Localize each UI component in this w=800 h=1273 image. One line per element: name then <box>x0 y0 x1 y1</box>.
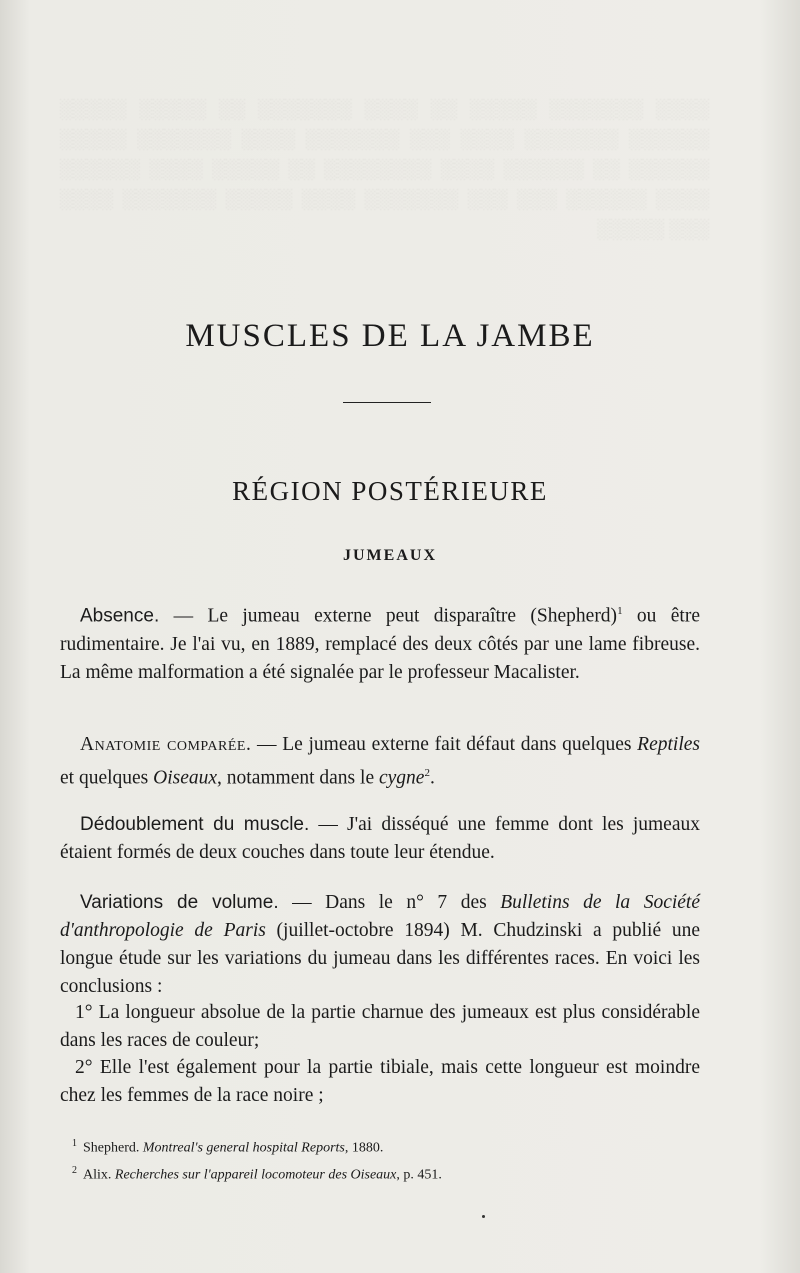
footnote-1 <box>72 1133 712 1160</box>
paragraph-text: — Le jumeau externe peut disparaître (Shepherd) <box>159 605 618 627</box>
conclusion-point-2: 2° Elle l'est également pour la partie tibiale, mais cette longueur est moindre chez les femmes de la race noire ; <box>60 1057 700 1106</box>
footnote-number: 1 <box>72 1138 77 1149</box>
footnotes <box>72 1133 712 1186</box>
footnote-ref[interactable]: 2 <box>424 767 430 779</box>
conclusion-point-1: 1° La longueur absolue de la partie charnue des jumeaux est plus considérable dans les races de couleur; <box>60 1002 700 1051</box>
paragraph-text: ou être rudimentaire. Je l'ai vu, en 1889, remplacé des deux côtés par une lame fibreuse. La même malformation a été signalée par le professeur Macalister. <box>60 605 700 683</box>
italic-title: Bulletins de la Société d'anthropologie de Paris <box>60 892 700 941</box>
paragraph-text: — Dans le n° 7 des <box>278 892 501 913</box>
paragraph-anatomie <box>60 731 700 793</box>
paragraph-text: et quelques <box>60 767 154 789</box>
paragraph-text: (juillet-octobre 1894) M. Chudzinski a publié une longue étude sur les variations du jumeau dans les différentes races. En voici les conclusions : <box>60 920 701 997</box>
footnote-title: Recherches sur l'appareil locomoteur des Oiseaux <box>114 1167 397 1183</box>
paragraph-lead: Absence. <box>80 605 160 627</box>
paragraph-text: . <box>429 767 435 789</box>
paragraph-lead: Anatomie comparée. <box>80 734 252 755</box>
paragraph-dedoublement <box>60 811 700 867</box>
chapter-title: MUSCLES DE LA JAMBE <box>185 318 595 354</box>
subsection-title: JUMEAUX <box>343 547 437 564</box>
footnote-author: Alix. <box>83 1167 115 1183</box>
footnote-2 <box>72 1160 712 1187</box>
italic-term: cygne <box>378 767 425 789</box>
footnote-author: Shepherd. <box>83 1140 143 1156</box>
italic-term: Reptiles <box>637 734 700 755</box>
paragraph-text: , notamment dans le <box>217 767 379 789</box>
title-divider <box>343 402 431 403</box>
paragraph-text: — Le jumeau externe fait défaut dans quelques <box>251 734 638 755</box>
italic-term: Oiseaux <box>153 767 218 789</box>
paragraph-absence <box>60 597 700 687</box>
paragraph-text: — J'ai disséqué une femme dont les jumeaux étaient formés de deux couches dans toute leur étendue. <box>60 814 700 863</box>
paragraph-variations <box>60 889 700 1001</box>
paragraph-lead: Dédoublement du muscle. <box>80 814 310 835</box>
footnote-rest: , 1880. <box>344 1140 384 1156</box>
footnote-number: 2 <box>72 1164 77 1176</box>
footnote-title: Montreal's general hospital Reports <box>142 1140 345 1156</box>
show-through-text: ░░░░ ░░░░░░░ ░░░░░ ░░ ░░░░ ░░░░░░░ ░░ ░░░░░ ░░░░░ ░░░░░░ ░░░░░░░ ░░░░ ░░░ ░░░░░░░ ░░░░ ░░░░░░░ ░░░░░ ░░░░░░ ░░ ░░░░░░ ░░░░ ░░░░░░░░ ░░ ░░░░░ ░░░░ ░░░░░░ ░░░░ ░░░░░░ ░░░ ░░░ ░░░░░░░ ░░░░ ░░░░░ ░░░░░░░ ░░░░ ░░░ ░░░░░ <box>60 99 710 240</box>
paragraph-lead: Variations de volume. <box>80 892 279 913</box>
section-title: RÉGION POSTÉRIEURE <box>232 476 548 506</box>
ink-speck <box>482 1215 485 1218</box>
footnote-rest: , p. 451. <box>396 1167 442 1183</box>
footnote-ref[interactable]: 1 <box>617 605 623 617</box>
